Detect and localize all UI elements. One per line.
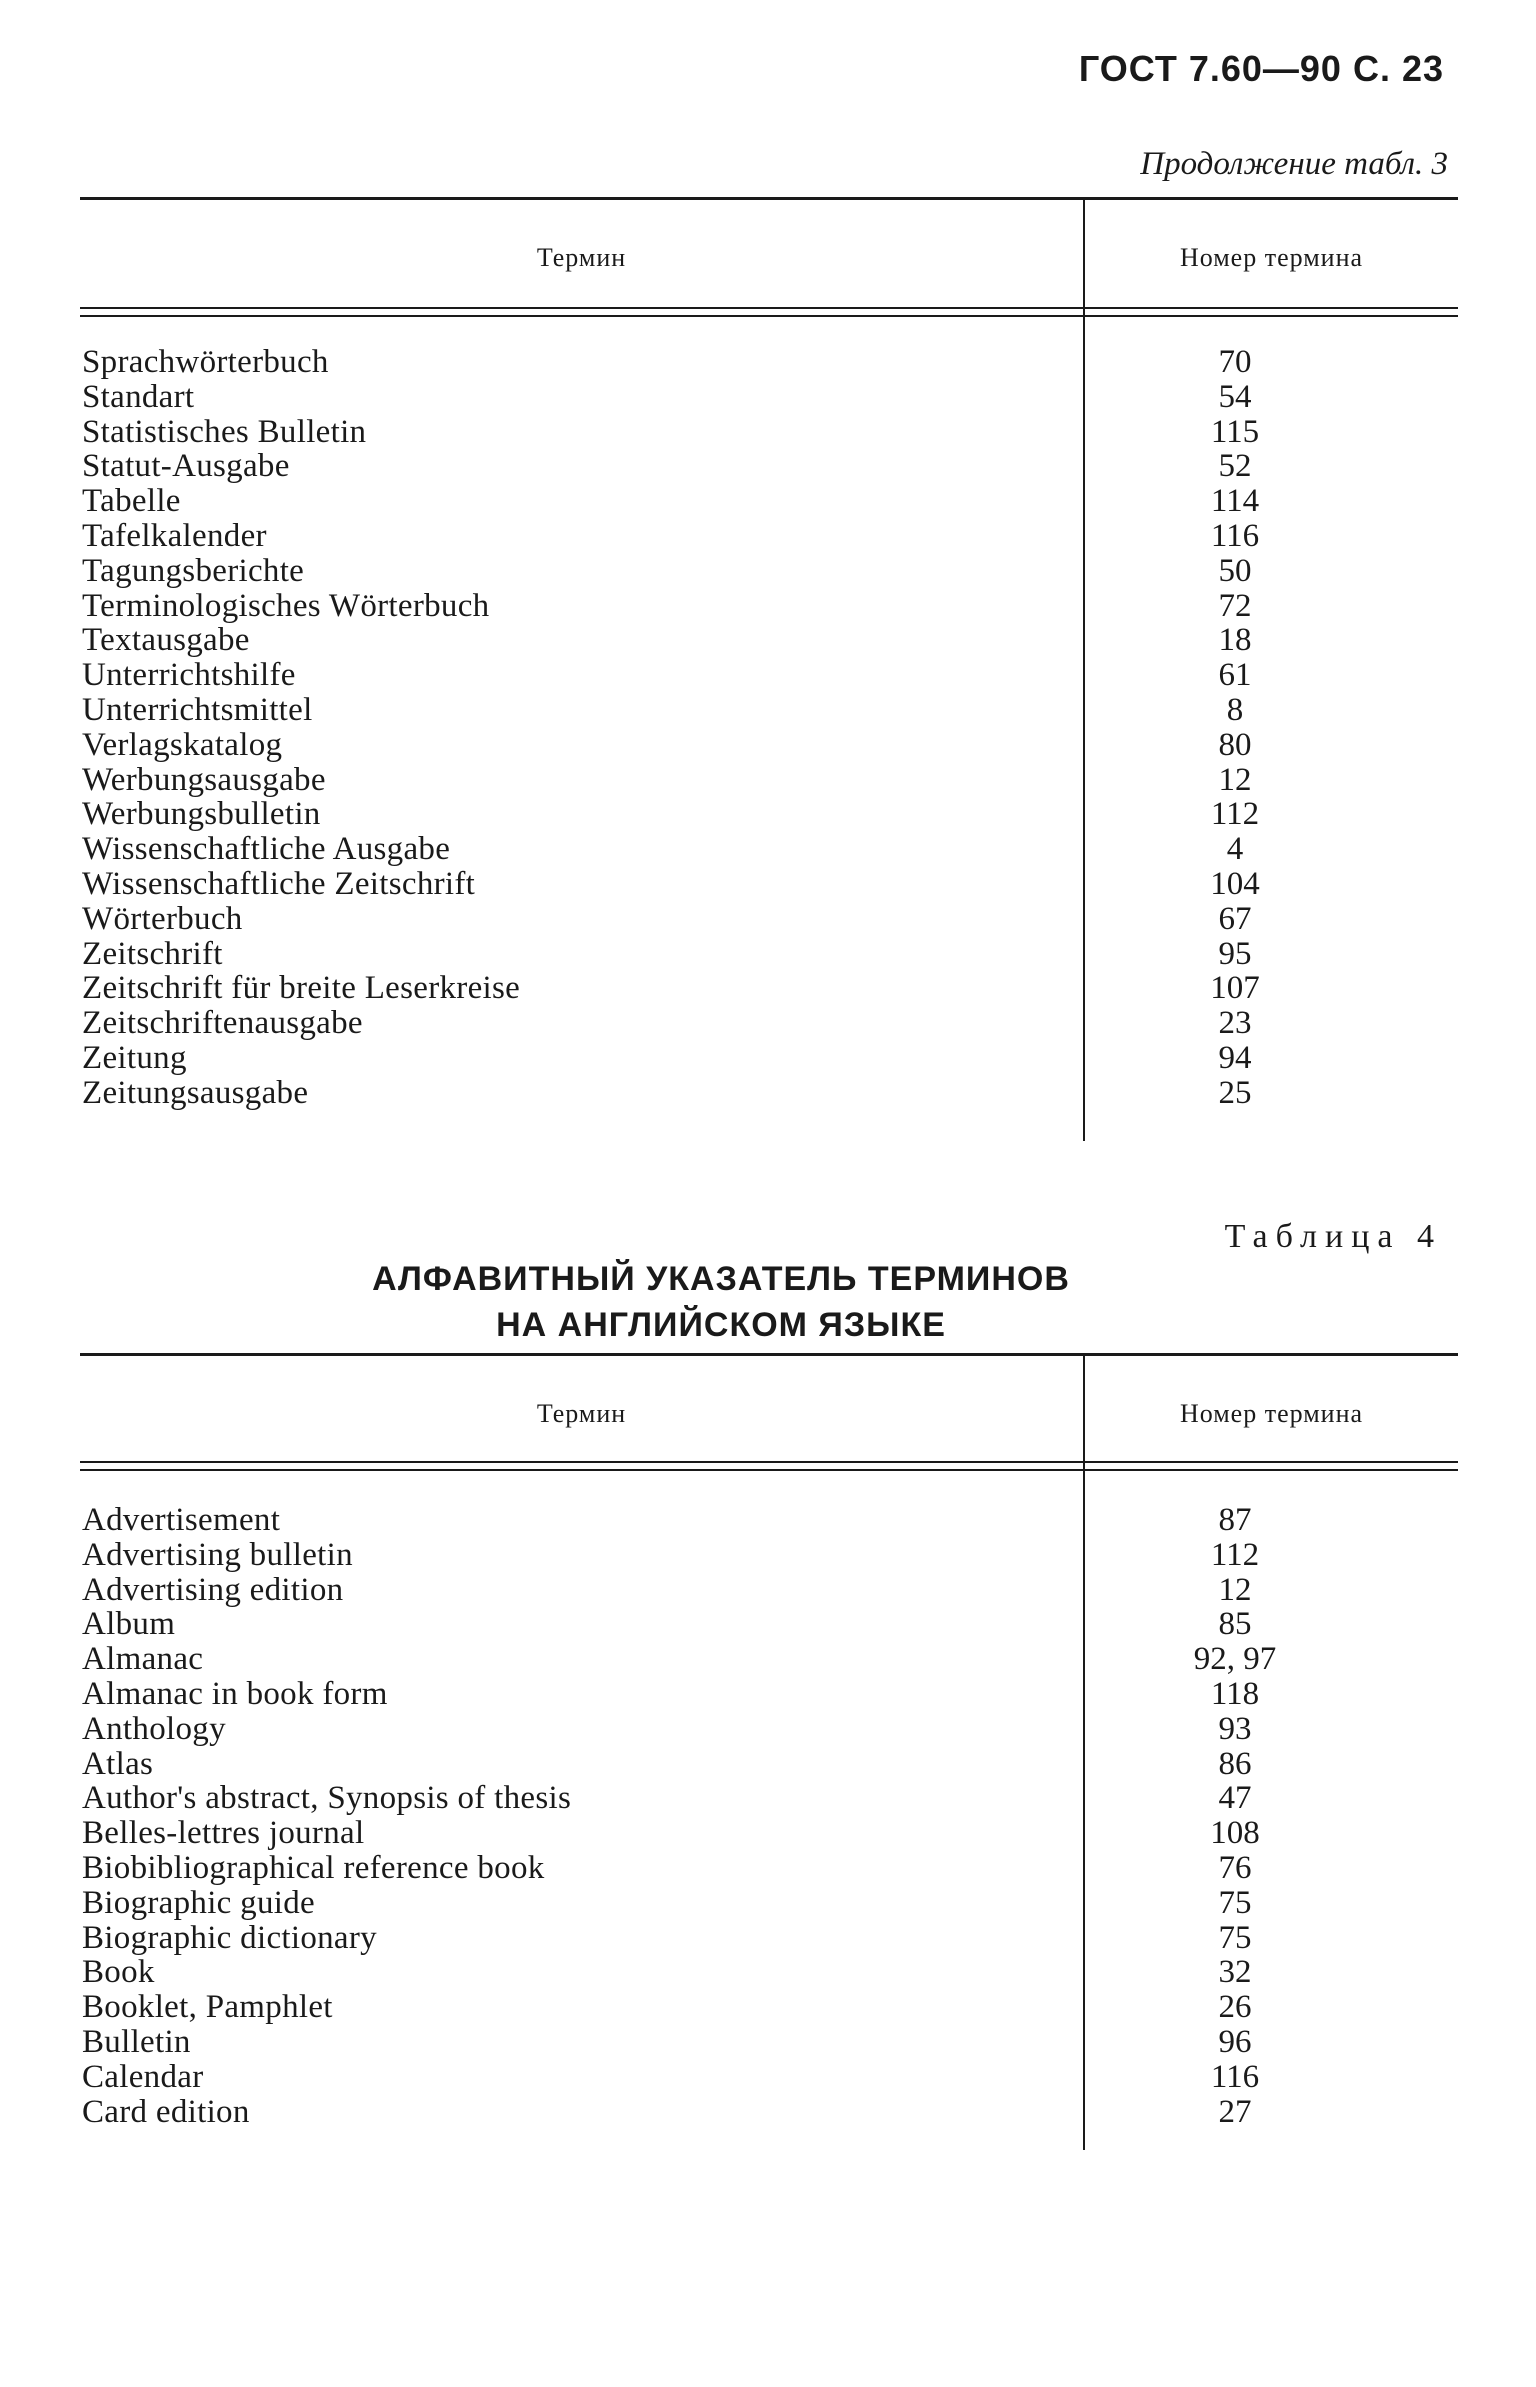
header-double-rule [80, 307, 1458, 317]
table-row [80, 1041, 1458, 1076]
term-cell: Book [82, 1954, 155, 1991]
term-cell: Sprachwörterbuch [82, 344, 329, 380]
term-cell: Card edition [82, 2093, 250, 2130]
table-top-rule [80, 1353, 1458, 1356]
title-line: АЛФАВИТНЫЙ УКАЗАТЕЛЬ ТЕРМИНОВ [372, 1260, 1070, 1298]
term-cell: Advertising edition [82, 1571, 344, 1608]
term-cell: Tagungsberichte [82, 552, 305, 589]
term-number-cell: 116 [1210, 2058, 1260, 2095]
term-cell: Advertisement [82, 1502, 281, 1538]
term-number-cell: 8 [1226, 691, 1244, 728]
term-number-cell: 112 [1210, 796, 1260, 833]
table-row [80, 589, 1458, 624]
table-row [80, 554, 1458, 589]
term-number-cell: 54 [1218, 378, 1252, 415]
term-number-cell: 108 [1210, 1815, 1260, 1852]
term-number-cell: 80 [1218, 726, 1252, 763]
table-row [80, 1538, 1458, 1573]
term-number-cell: 50 [1218, 552, 1252, 589]
term-cell: Album [82, 1606, 176, 1643]
term-cell: Zeitschrift [82, 935, 223, 972]
term-cell: Verlagskatalog [82, 726, 283, 763]
term-cell: Zeitschrift für breite Leserkreise [82, 970, 521, 1007]
term-number-cell: 115 [1210, 413, 1260, 450]
table-row [80, 937, 1458, 972]
column-header-term: Термин [536, 1399, 627, 1428]
table-row [80, 1851, 1458, 1886]
table-row [80, 1573, 1458, 1608]
term-cell: Werbungsausgabe [82, 761, 326, 798]
term-number-cell: 18 [1218, 622, 1252, 659]
table-4 [80, 1353, 1458, 2153]
table-row [80, 1747, 1458, 1782]
term-number-cell: 104 [1210, 865, 1260, 902]
table-row [80, 728, 1458, 763]
term-cell: Almanac in book form [82, 1675, 388, 1712]
term-cell: Werbungsbulletin [82, 796, 321, 833]
term-cell: Unterrichtshilfe [82, 657, 296, 694]
term-number-cell: 87 [1218, 1502, 1252, 1538]
table-row [80, 345, 1458, 380]
table-row [80, 2025, 1458, 2060]
term-number-cell: 114 [1210, 483, 1260, 520]
table-row [80, 1712, 1458, 1747]
term-cell: Biobibliographical reference book [82, 1849, 545, 1886]
term-number-cell: 93 [1218, 1710, 1252, 1747]
term-cell: Wissenschaftliche Ausgabe [82, 831, 451, 868]
term-number-cell: 26 [1218, 1989, 1252, 2026]
table-row [80, 415, 1458, 450]
term-cell: Zeitung [82, 1039, 187, 1076]
term-cell: Author's abstract, Synopsis of thesis [82, 1780, 572, 1817]
table-row [80, 1990, 1458, 2025]
table-row [80, 1921, 1458, 1956]
table-body [80, 1503, 1458, 2129]
term-cell: Statut-Ausgabe [82, 448, 290, 485]
table-row [80, 380, 1458, 415]
page-header: ГОСТ 7.60—90 С. 23 [1078, 48, 1444, 89]
term-cell: Belles-lettres journal [82, 1815, 365, 1852]
term-number-cell: 47 [1218, 1780, 1252, 1817]
term-number-cell: 27 [1218, 2093, 1252, 2130]
column-header-number: Номер термина [1179, 1399, 1364, 1428]
term-cell: Statistisches Bulletin [82, 413, 367, 450]
table-row [80, 484, 1458, 519]
term-cell: Booklet, Pamphlet [82, 1989, 333, 2026]
term-number-cell: 94 [1218, 1039, 1252, 1076]
term-cell: Zeitschriftenausgabe [82, 1005, 363, 1042]
term-cell: Tabelle [82, 483, 181, 520]
table-row [80, 1076, 1458, 1111]
term-number-cell: 86 [1218, 1745, 1252, 1782]
term-number-cell: 112 [1210, 1536, 1260, 1573]
term-cell: Calendar [82, 2058, 204, 2095]
term-cell: Almanac [82, 1641, 204, 1678]
table-row [80, 797, 1458, 832]
table-body [80, 345, 1458, 1111]
table-row [80, 519, 1458, 554]
term-number-cell: 4 [1226, 831, 1244, 868]
table-row [80, 623, 1458, 658]
term-cell: Textausgabe [82, 622, 250, 659]
table-row [80, 658, 1458, 693]
term-cell: Biographic dictionary [82, 1919, 377, 1956]
table-row [80, 971, 1458, 1006]
term-cell: Wissenschaftliche Zeitschrift [82, 865, 476, 902]
table-4-label: Таблица 4 [1224, 1218, 1442, 1255]
title-line: НА АНГЛИЙСКОМ ЯЗЫКЕ [496, 1306, 946, 1344]
term-number-cell: 67 [1218, 900, 1252, 937]
term-number-cell: 116 [1210, 517, 1260, 554]
term-number-cell: 92, 97 [1193, 1641, 1277, 1678]
table-row [80, 867, 1458, 902]
table-top-rule [80, 197, 1458, 200]
term-cell: Anthology [82, 1710, 226, 1747]
term-number-cell: 12 [1218, 761, 1252, 798]
term-number-cell: 32 [1218, 1954, 1252, 1991]
table-row [80, 449, 1458, 484]
term-number-cell: 12 [1218, 1571, 1252, 1608]
term-number-cell: 85 [1218, 1606, 1252, 1643]
term-number-cell: 96 [1218, 2023, 1252, 2060]
table-row [80, 1642, 1458, 1677]
term-number-cell: 25 [1218, 1074, 1252, 1111]
term-number-cell: 61 [1218, 657, 1252, 694]
term-cell: Unterrichtsmittel [82, 691, 313, 728]
table-row [80, 1886, 1458, 1921]
table-row [80, 832, 1458, 867]
term-number-cell: 72 [1218, 587, 1252, 624]
table-row [80, 2060, 1458, 2095]
term-cell: Standart [82, 378, 195, 415]
term-number-cell: 95 [1218, 935, 1252, 972]
term-number-cell: 70 [1218, 344, 1252, 380]
term-cell: Bulletin [82, 2023, 191, 2060]
table-row [80, 902, 1458, 937]
table-row [80, 1006, 1458, 1041]
table-4-title [80, 1256, 1440, 1348]
term-cell: Terminologisches Wörterbuch [82, 587, 490, 624]
term-cell: Atlas [82, 1745, 154, 1782]
term-cell: Biographic guide [82, 1884, 315, 1921]
table-row [80, 1607, 1458, 1642]
column-header-term: Термин [536, 243, 627, 272]
term-number-cell: 75 [1218, 1884, 1252, 1921]
term-cell: Advertising bulletin [82, 1536, 353, 1573]
table-3 [80, 197, 1458, 1147]
table-row [80, 1503, 1458, 1538]
term-number-cell: 23 [1218, 1005, 1252, 1042]
table-row [80, 1955, 1458, 1990]
term-cell: Zeitungsausgabe [82, 1074, 309, 1111]
term-number-cell: 107 [1210, 970, 1260, 1007]
column-header-number: Номер термина [1179, 243, 1364, 272]
term-number-cell: 118 [1210, 1675, 1260, 1712]
term-number-cell: 76 [1218, 1849, 1252, 1886]
term-cell: Wörterbuch [82, 900, 243, 937]
table-row [80, 763, 1458, 798]
term-number-cell: 75 [1218, 1919, 1252, 1956]
term-cell: Tafelkalender [82, 517, 267, 554]
table-row [80, 693, 1458, 728]
table-row [80, 2095, 1458, 2130]
table-row [80, 1781, 1458, 1816]
table-row [80, 1816, 1458, 1851]
term-number-cell: 52 [1218, 448, 1252, 485]
table-continuation-label: Продолжение табл. 3 [1140, 146, 1448, 182]
header-double-rule [80, 1461, 1458, 1471]
table-row [80, 1677, 1458, 1712]
